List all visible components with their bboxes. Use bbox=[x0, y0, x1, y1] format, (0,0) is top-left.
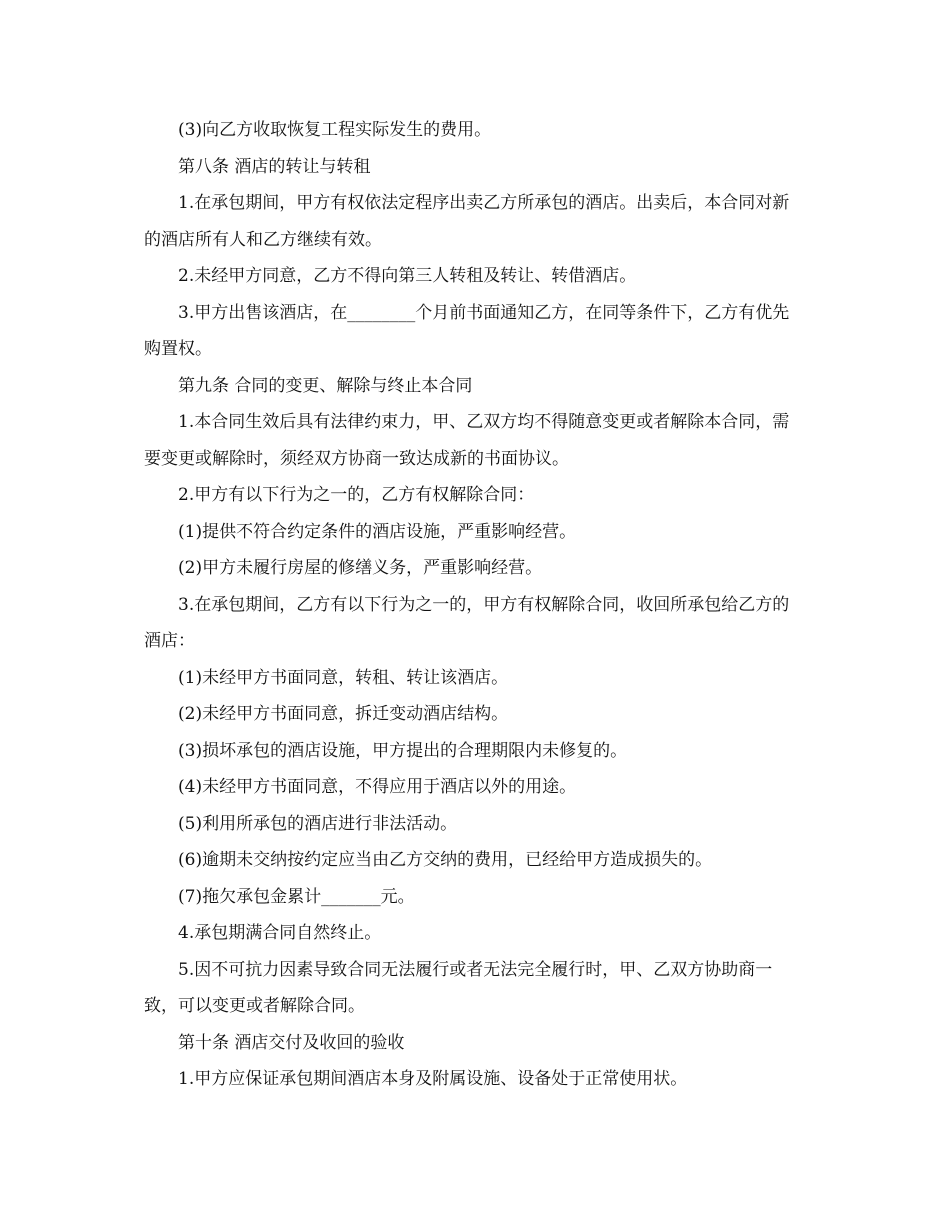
paragraph: 3.甲方出售该酒店，在________个月前书面通知乙方，在同等条件下，乙方有优先购置权。 bbox=[144, 302, 790, 359]
paragraph: 5.因不可抗力因素导致合同无法履行或者无法完全履行时，甲、乙双方协助商一致，可以变更或者解除合同。 bbox=[144, 959, 773, 1016]
list-item: (7)拖欠承包金累计_______元。 bbox=[178, 886, 415, 907]
list-item: (4)未经甲方书面同意，不得应用于酒店以外的用途。 bbox=[178, 777, 577, 797]
paragraph: 3.在承包期间，乙方有以下行为之一的，甲方有权解除合同，收回所承包给乙方的酒店： bbox=[144, 594, 790, 651]
section-heading: 第八条 酒店的转让与转租 bbox=[178, 156, 371, 177]
list-item: (2)未经甲方书面同意，拆迁变动酒店结构。 bbox=[178, 704, 509, 724]
paragraph: (3)向乙方收取恢复工程实际发生的费用。 bbox=[178, 120, 492, 140]
section-heading: 第九条 合同的变更、解除与终止本合同 bbox=[178, 375, 473, 396]
list-item: (1)未经甲方书面同意，转租、转让该酒店。 bbox=[178, 667, 509, 688]
paragraph: 2.甲方有以下行为之一的，乙方有权解除合同： bbox=[178, 485, 535, 505]
paragraph: 1.本合同生效后具有法律约束力，甲、乙双方均不得随意变更或者解除本合同，需要变更或解除时，须经双方协商一致达成新的书面协议。 bbox=[144, 412, 790, 469]
list-item: (3)损坏承包的酒店设施，甲方提出的合理期限内未修复的。 bbox=[178, 740, 628, 761]
list-item: (6)逾期未交纳按约定应当由乙方交纳的费用，已经给甲方造成损失的。 bbox=[178, 850, 713, 870]
list-item: (5)利用所承包的酒店进行非法活动。 bbox=[178, 813, 458, 834]
document-body bbox=[144, 112, 806, 1098]
list-item: (2)甲方未履行房屋的修缮义务，严重影响经营。 bbox=[178, 558, 543, 578]
paragraph: 1.在承包期间，甲方有权依法定程序出卖乙方所承包的酒店。出卖后，本合同对新的酒店所有人和乙方继续有效。 bbox=[144, 193, 790, 250]
paragraph: 1.甲方应保证承包期间酒店本身及附属设施、设备处于正常使用状。 bbox=[178, 1069, 688, 1089]
paragraph: 2.未经甲方同意，乙方不得向第三人转租及转让、转借酒店。 bbox=[178, 266, 637, 286]
section-heading: 第十条 酒店交付及收回的验收 bbox=[178, 1032, 405, 1053]
paragraph: 4.承包期满合同自然终止。 bbox=[178, 923, 382, 943]
list-item: (1)提供不符合约定条件的酒店设施，严重影响经营。 bbox=[178, 521, 577, 542]
